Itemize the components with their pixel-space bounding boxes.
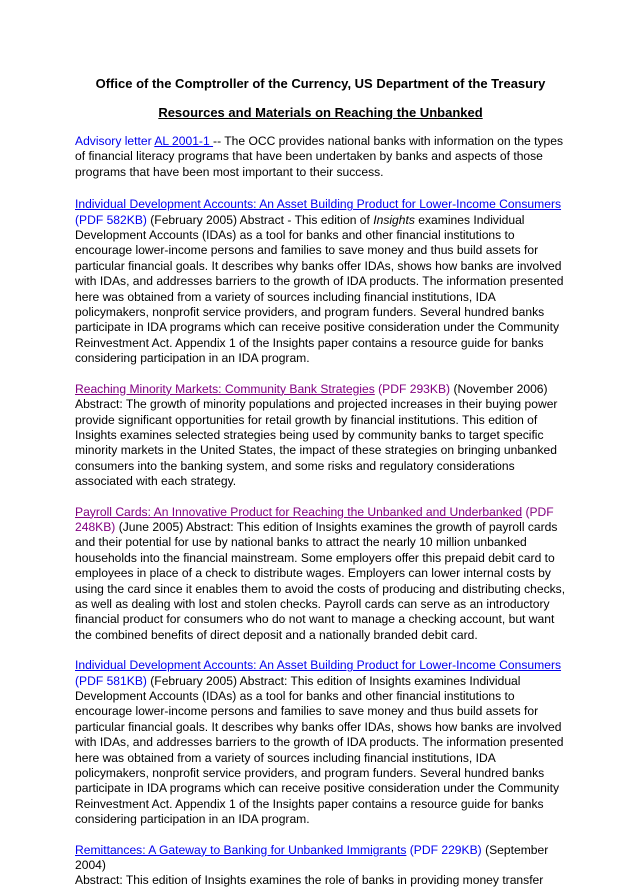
list-item-ida-2005-b bbox=[75, 658, 566, 827]
entry-description: Abstract: The growth of minority populations and projected increases in their buying power provide significant opportunities for retail growth by financial institutions. This edition of Insights examines selected strategies being used by community banks to target specific minority markets in the United States, the impact of these strategies on bringing unbanked consumers into the banking system, and some risks and regulatory considerations associated with each strategy. bbox=[75, 397, 558, 489]
entry-description: Abstract: This edition of Insights examines the role of banks in providing money transfer bbox=[75, 873, 544, 888]
resource-list bbox=[75, 134, 566, 889]
entry-description-lead: (February 2005) Abstract - This edition of bbox=[146, 212, 374, 227]
insights-italic: Insights bbox=[373, 212, 415, 227]
list-item-advisory-letter bbox=[75, 134, 566, 180]
pdf-size-label: (PDF 229KB) bbox=[409, 842, 482, 857]
list-item-minority-markets bbox=[75, 382, 566, 490]
entry-date: (September 2004) bbox=[75, 842, 549, 873]
pdf-size-label: (PDF 293KB) bbox=[378, 381, 451, 396]
pdf-size-label: (PDF 582KB) bbox=[75, 212, 147, 227]
link-ida-asset-building[interactable]: Individual Development Accounts: An Asset Building Product for Lower-Income Consumers bbox=[75, 197, 562, 212]
link-reaching-minority-markets[interactable]: Reaching Minority Markets: Community Bank Strategies bbox=[75, 381, 375, 396]
advisory-letter-label: Advisory letter bbox=[75, 134, 155, 148]
pdf-size-label: (PDF 248KB) bbox=[75, 504, 554, 534]
link-ida-asset-building-2[interactable]: Individual Development Accounts: An Asset Building Product for Lower-Income Consumers bbox=[75, 658, 562, 673]
link-remittances[interactable]: Remittances: A Gateway to Banking for Unbanked Immigrants bbox=[75, 842, 407, 857]
list-item-payroll-cards bbox=[75, 505, 566, 644]
pdf-size-label: (PDF 581KB) bbox=[75, 673, 147, 688]
page-title: Office of the Comptroller of the Currency, US Department of the Treasury bbox=[95, 76, 546, 91]
entry-date: (November 2006) bbox=[450, 381, 548, 396]
link-payroll-cards[interactable]: Payroll Cards: An Innovative Product for Reaching the Unbanked and Underbanked bbox=[75, 504, 523, 519]
entry-description: examines Individual Development Accounts (IDAs) as a tool for banks and other financial institutions to encourage lower-income persons and families to save money and thus build assets for particular financial goals. It describes why banks offer IDAs, shows how banks are involved with IDAs, and addresses barriers to the growth of IDA products. The information presented here was obtained from a variety of sources including financial institutions, IDA policymakers, nonprofit service providers, and program funders. Several hundred banks participate in IDA programs which can receive positive consideration under the Community Reinvestment Act. Appendix 1 of the Insights paper contains a resource guide for banks considering participation in an IDA program. bbox=[75, 212, 564, 366]
entry-description: -- The OCC provides national banks with information on the types of financial literacy programs that have been undertaken by banks and aspects of those programs that have been most important to their success. bbox=[75, 134, 564, 179]
list-item-ida-2005-a bbox=[75, 197, 566, 366]
entry-description: (June 2005) Abstract: This edition of Insights examines the growth of payroll cards and their potential for use by national banks to attract the nearly 10 million unbanked households into the financial mainstream. Some employers offer this prepaid debit card to employees in place of a check to distribute wages. Employers can lower internal costs by using the card since it enables them to avoid the costs of producing and distributing checks, as well as dealing with lost and stolen checks. Payroll cards can serve as an introductory financial product for consumers who do not want to manage a checking account, but want the combined benefits of direct deposit and a nationally branded debit card. bbox=[75, 519, 566, 642]
entry-description: (February 2005) Abstract: This edition of Insights examines Individual Development Accounts (IDAs) as a tool for banks and other financial institutions to encourage lower-income persons and families to save money and thus build assets for particular financial goals. It describes why banks offer IDAs, shows how banks are involved with IDAs, and addresses barriers to the growth of IDA products. The information presented here was obtained from a variety of sources including financial institutions, IDA policymakers, nonprofit service providers, and program funders. Several hundred banks participate in IDA programs which can receive positive consideration under the Community Reinvestment Act. Appendix 1 of the Insights paper contains a resource guide for banks considering participation in an IDA program. bbox=[75, 673, 564, 827]
page-subtitle: Resources and Materials on Reaching the Unbanked bbox=[158, 105, 483, 120]
list-item-remittances bbox=[75, 843, 566, 889]
link-al-2001-1[interactable]: AL 2001-1 bbox=[154, 134, 214, 148]
